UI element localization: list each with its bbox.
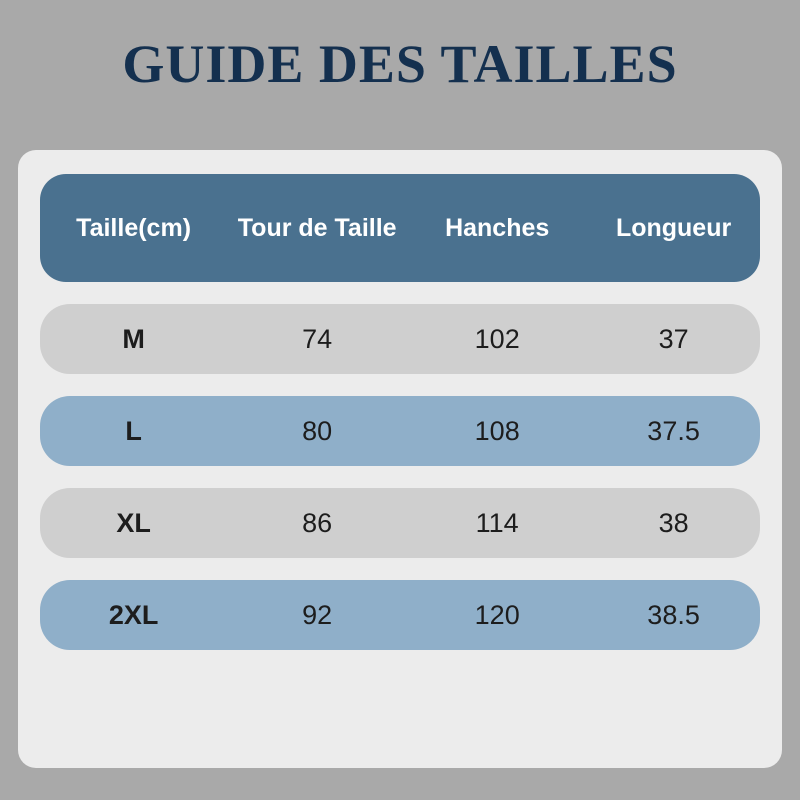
table-row: [40, 488, 760, 558]
size-table-card: [18, 150, 782, 768]
cell-hips: 102: [474, 323, 520, 354]
cell-hips: 108: [474, 415, 520, 446]
cell-length: 37.5: [647, 415, 700, 446]
size-table: [40, 174, 760, 650]
cell-length: 37: [658, 323, 689, 354]
cell-hips: 120: [474, 599, 520, 630]
table-row: [40, 304, 760, 374]
table-row: [40, 580, 760, 650]
header-cell-waist: Tour de Taille: [237, 213, 397, 242]
page-title: GUIDE DES TAILLES: [122, 34, 678, 94]
table-row: [40, 396, 760, 466]
cell-size: M: [122, 323, 145, 354]
cell-waist: 80: [302, 415, 333, 446]
header-cell-length: Longueur: [615, 213, 732, 242]
cell-size: L: [125, 415, 142, 446]
header-cell-size: Taille(cm): [76, 213, 192, 242]
header-cell-hips: Hanches: [445, 213, 550, 242]
cell-size: 2XL: [108, 599, 159, 630]
cell-hips: 114: [475, 507, 519, 538]
cell-waist: 74: [302, 323, 333, 354]
cell-waist: 86: [302, 507, 333, 538]
cell-size: XL: [116, 507, 151, 538]
cell-length: 38.5: [647, 599, 700, 630]
table-header-row: [40, 174, 760, 282]
cell-length: 38: [658, 507, 689, 538]
cell-waist: 92: [302, 599, 333, 630]
